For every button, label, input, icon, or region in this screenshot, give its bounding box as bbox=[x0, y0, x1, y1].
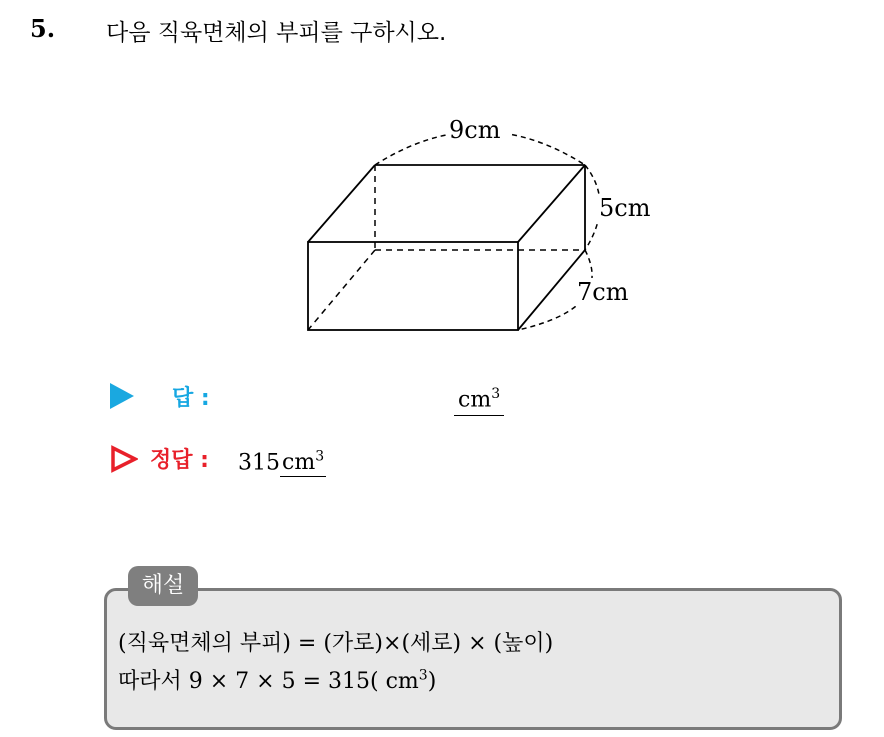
correct-answer-unit-wrap bbox=[280, 450, 326, 477]
hidden-edges bbox=[308, 165, 585, 330]
width-label: 9cm bbox=[449, 116, 501, 144]
explanation-line-2 bbox=[118, 664, 436, 695]
explanation-box bbox=[104, 588, 842, 730]
answer-blank[interactable] bbox=[454, 380, 504, 416]
visible-edges bbox=[308, 165, 585, 330]
correct-answer-value-wrap bbox=[238, 443, 326, 477]
depth-label: 7cm bbox=[577, 278, 629, 306]
answer-row bbox=[110, 380, 530, 414]
explanation-line-1: (직육면체의 부피) = (가로)×(세로) × (높이) bbox=[118, 631, 554, 656]
answer-unit: cm bbox=[458, 387, 492, 413]
explanation-line-2-suffix: ) bbox=[427, 669, 437, 694]
play-arrow-icon bbox=[110, 383, 134, 409]
explanation-line-2-exponent: 3 bbox=[418, 667, 428, 684]
correct-answer-value: 315 bbox=[238, 450, 280, 476]
correct-answer-label: 정답 : bbox=[150, 448, 209, 473]
question-text: 다음 직육면체의 부피를 구하시오. bbox=[106, 20, 447, 46]
correct-answer-row bbox=[110, 443, 530, 477]
height-label: 5cm bbox=[599, 194, 651, 222]
explanation-line-2-text: 따라서 9 × 7 × 5 = 315( cm bbox=[118, 669, 419, 694]
question-number: 5. bbox=[30, 14, 56, 43]
correct-answer-unit-exponent: 3 bbox=[315, 449, 325, 465]
outline-arrow-icon bbox=[110, 445, 138, 473]
correct-answer-unit: cm bbox=[282, 450, 316, 476]
cuboid-figure bbox=[295, 108, 675, 343]
answer-label: 답 : bbox=[172, 386, 210, 411]
answer-unit-exponent: 3 bbox=[491, 386, 501, 402]
explanation-tag: 해설 bbox=[128, 566, 198, 606]
